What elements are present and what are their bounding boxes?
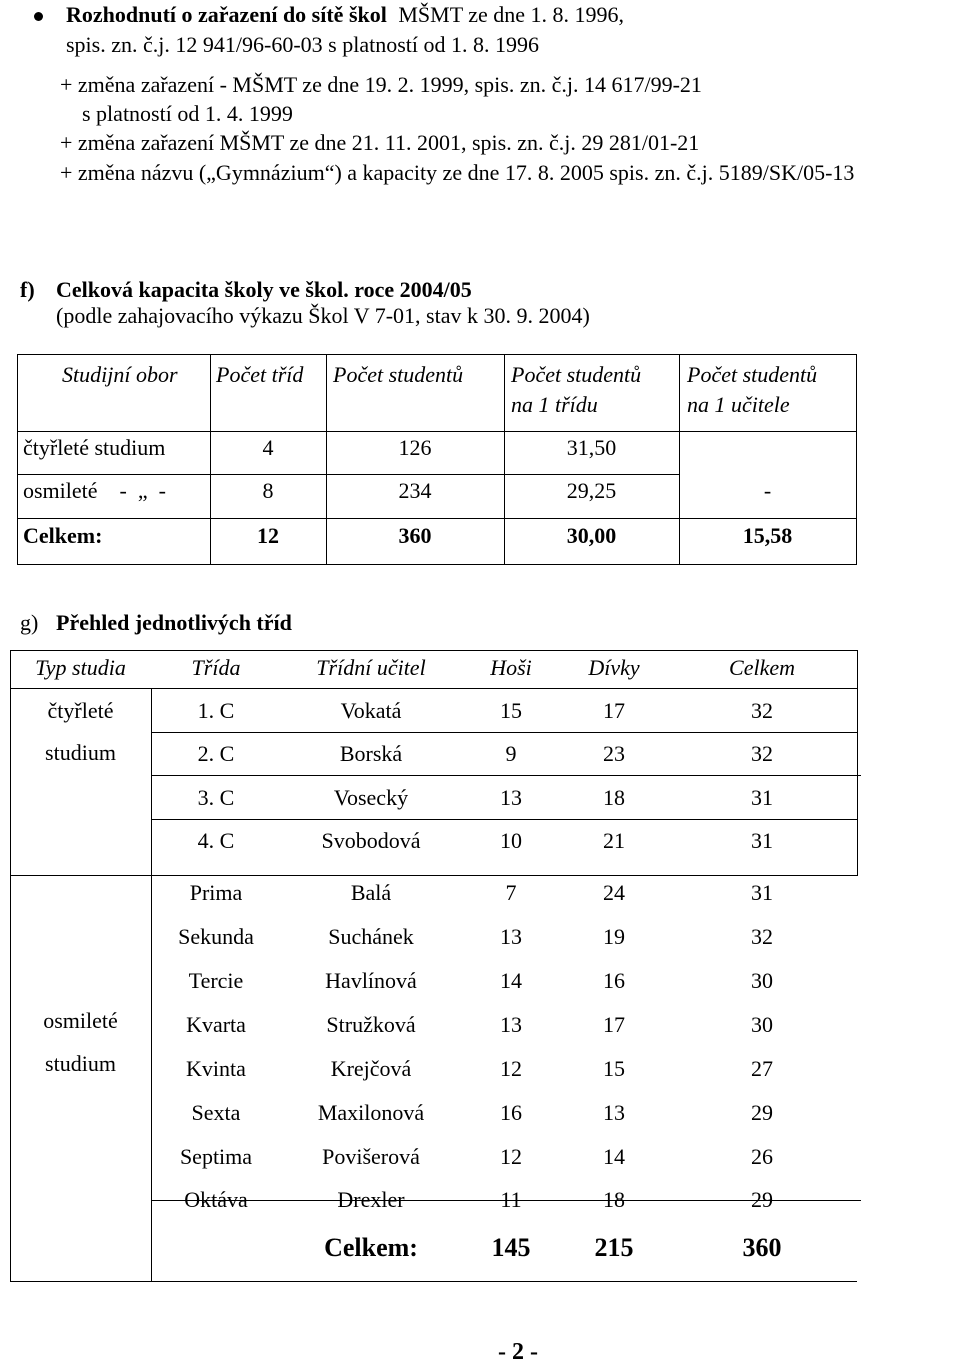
total-count: 30 xyxy=(751,1012,773,1037)
intro-title-rest: MŠMT ze dne 1. 8. 1996, xyxy=(398,2,625,27)
boys-count: 13 xyxy=(500,1012,522,1037)
teacher-name: Vokatá xyxy=(340,698,402,723)
group-2-label-1: osmileté xyxy=(43,1008,118,1033)
row-2-field: osmileté - „ - xyxy=(23,478,166,503)
row-1-classes: 4 xyxy=(262,435,274,460)
total-per-class: 30,00 xyxy=(566,523,617,548)
classes-table xyxy=(10,650,860,1282)
total-count: 32 xyxy=(751,698,773,723)
section-g-marker: g) xyxy=(20,610,39,635)
teacher-name: Povišerová xyxy=(322,1144,420,1169)
row-2-per-class: 29,25 xyxy=(566,478,617,503)
class-name: Prima xyxy=(189,880,243,905)
header-teacher: Třídní učitel xyxy=(316,655,426,680)
total-per-teacher: 15,58 xyxy=(742,523,793,548)
capacity-table xyxy=(17,354,857,565)
total-count: 30 xyxy=(751,968,773,993)
teacher-name: Krejčová xyxy=(330,1056,412,1081)
boys-count: 13 xyxy=(500,785,522,810)
boys-count: 12 xyxy=(500,1144,522,1169)
header-boys: Hoši xyxy=(490,655,532,680)
section-g-heading: Přehled jednotlivých tříd xyxy=(56,610,292,635)
girls-count: 21 xyxy=(603,828,625,853)
teacher-name: Stružková xyxy=(326,1012,416,1037)
teacher-name: Balá xyxy=(350,880,392,905)
intro-line-3: + změna zařazení - MŠMT ze dne 19. 2. 1999, spis. zn. č.j. 14 617/99-21 xyxy=(60,72,702,97)
total-count: 27 xyxy=(751,1056,773,1081)
teacher-name: Borská xyxy=(339,741,403,766)
header-per-teacher-2: na 1 učitele xyxy=(687,392,790,417)
total-count: 29 xyxy=(751,1187,773,1212)
header-field: Studijní obor xyxy=(62,362,178,387)
class-name: 3. C xyxy=(197,785,235,810)
row-1-students: 126 xyxy=(398,435,432,460)
teacher-name: Suchánek xyxy=(328,924,414,949)
class-name: Sexta xyxy=(191,1100,241,1125)
teacher-name: Havlínová xyxy=(325,968,417,993)
total-count: 32 xyxy=(751,924,773,949)
header-per-teacher-1: Počet studentů xyxy=(687,362,818,387)
header-type: Typ studia xyxy=(35,655,126,680)
class-name: Tercie xyxy=(188,968,244,993)
row-1-field: čtyřleté studium xyxy=(23,435,166,460)
class-name: Kvarta xyxy=(186,1012,246,1037)
girls-count: 18 xyxy=(603,785,625,810)
total-label: Celkem: xyxy=(324,1233,418,1262)
class-name: Sekunda xyxy=(178,924,254,949)
boys-count: 14 xyxy=(500,968,522,993)
intro-line-2: spis. zn. č.j. 12 941/96-60-03 s platností od 1. 8. 1996 xyxy=(66,32,539,57)
girls-count: 23 xyxy=(603,741,625,766)
boys-count: 16 xyxy=(500,1100,522,1125)
page-number: - 2 - xyxy=(498,1339,538,1365)
header-girls: Dívky xyxy=(588,655,640,680)
intro-line-1 xyxy=(66,3,624,27)
girls-count: 17 xyxy=(603,698,625,723)
class-name: Oktáva xyxy=(184,1187,248,1212)
boys-count: 11 xyxy=(500,1187,522,1212)
intro-line-4: s platností od 1. 4. 1999 xyxy=(82,101,293,126)
teacher-name: Vosecký xyxy=(333,785,409,810)
class-name: 2. C xyxy=(197,741,235,766)
header-student-count: Počet studentů xyxy=(333,362,464,387)
intro-line-5: + změna zařazení MŠMT ze dne 21. 11. 2001, spis. zn. č.j. 29 281/01-21 xyxy=(60,130,700,155)
total-label: Celkem: xyxy=(23,523,103,548)
girls-count: 18 xyxy=(603,1187,625,1212)
intro-title: Rozhodnutí o zařazení do sítě škol xyxy=(66,2,387,27)
boys-count: 7 xyxy=(505,880,517,905)
class-name: Kvinta xyxy=(186,1056,246,1081)
merged-per-teacher: - xyxy=(763,478,772,503)
header-total: Celkem xyxy=(729,655,795,680)
group-2-label-2: studium xyxy=(45,1051,116,1076)
total-count: 26 xyxy=(751,1144,773,1169)
girls-count: 15 xyxy=(603,1056,625,1081)
girls-count: 16 xyxy=(603,968,625,993)
boys-count: 12 xyxy=(500,1056,522,1081)
group-1-label-1: čtyřleté xyxy=(47,698,114,723)
total-count: 29 xyxy=(751,1100,773,1125)
teacher-name: Maxilonová xyxy=(317,1100,425,1125)
class-name: Septima xyxy=(179,1144,253,1169)
total-classes: 12 xyxy=(257,523,279,548)
boys-count: 10 xyxy=(500,828,522,853)
girls-count: 13 xyxy=(603,1100,625,1125)
total-count: 32 xyxy=(751,741,773,766)
boys-count: 9 xyxy=(505,741,517,766)
header-class: Třída xyxy=(191,655,241,680)
total-count: 31 xyxy=(751,785,773,810)
total-all: 360 xyxy=(742,1233,782,1262)
header-class-count: Počet tříd xyxy=(216,362,304,387)
total-boys: 145 xyxy=(491,1233,531,1262)
header-per-class-2: na 1 třídu xyxy=(511,392,598,417)
total-students: 360 xyxy=(398,523,432,548)
bullet-icon xyxy=(34,12,43,21)
total-count: 31 xyxy=(751,828,773,853)
group-1-label-2: studium xyxy=(45,740,116,765)
section-f-subheading: (podle zahajovacího výkazu Škol V 7-01, stav k 30. 9. 2004) xyxy=(56,303,590,328)
class-name: 1. C xyxy=(197,698,235,723)
total-count: 31 xyxy=(751,880,773,905)
girls-count: 14 xyxy=(603,1144,625,1169)
class-name: 4. C xyxy=(197,828,235,853)
teacher-name: Svobodová xyxy=(321,828,421,853)
intro-line-6: + změna názvu („Gymnázium“) a kapacity ze dne 17. 8. 2005 spis. zn. č.j. 5189/SK/05-13 xyxy=(60,160,855,185)
boys-count: 13 xyxy=(500,924,522,949)
girls-count: 24 xyxy=(603,880,625,905)
section-f-heading: Celková kapacita školy ve škol. roce 2004/05 xyxy=(56,277,472,302)
row-1-per-class: 31,50 xyxy=(566,435,617,460)
total-girls: 215 xyxy=(594,1233,634,1262)
girls-count: 17 xyxy=(603,1012,625,1037)
teacher-name: Drexler xyxy=(337,1187,405,1212)
header-per-class-1: Počet studentů xyxy=(511,362,642,387)
section-f-marker: f) xyxy=(20,277,35,302)
row-2-students: 234 xyxy=(398,478,432,503)
row-2-classes: 8 xyxy=(262,478,274,503)
boys-count: 15 xyxy=(500,698,522,723)
girls-count: 19 xyxy=(603,924,625,949)
